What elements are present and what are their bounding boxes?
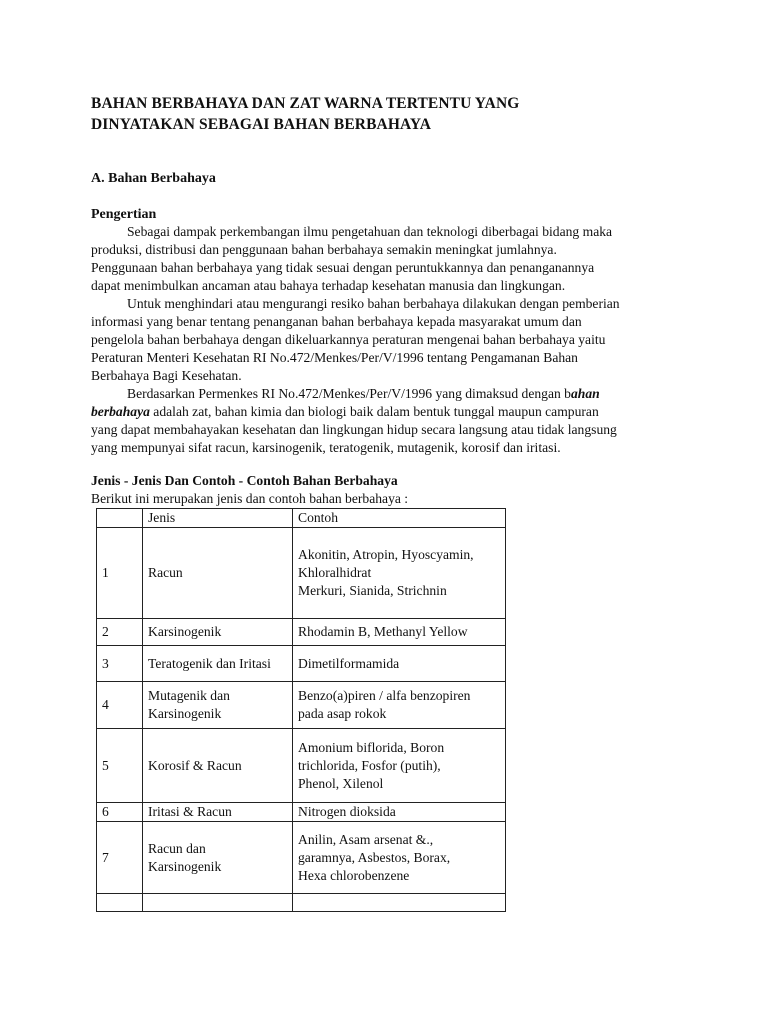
cell-jenis-line: Karsinogenik — [148, 624, 222, 639]
cell-contoh-line: Amonium biflorida, Boron — [298, 739, 445, 755]
cell-jenis — [143, 682, 293, 729]
table-header-row — [97, 509, 506, 528]
cell-no: 5 — [97, 729, 143, 803]
header-no — [97, 509, 143, 528]
cell-contoh-line: Anilin, Asam arsenat &., — [298, 831, 434, 847]
cell-no: 4 — [97, 682, 143, 729]
cell-no: 7 — [97, 822, 143, 894]
cell-contoh-line: Nitrogen dioksida — [298, 804, 396, 819]
cell-jenis-line: Karsinogenik — [148, 706, 222, 721]
p2-line: informasi yang benar tentang penanganan bahan berbahaya kepada masyarakat umum dan — [91, 314, 582, 329]
p3-line: yang dapat membahayakan kesehatan dan lingkungan hidup secara langsung atau tidak langsung — [91, 422, 617, 437]
table-row — [97, 822, 506, 894]
cell-jenis — [143, 729, 293, 803]
cell-jenis-line: Teratogenik dan Iritasi — [148, 655, 271, 671]
p3-line — [91, 385, 691, 403]
p3-line1-prefix: Berdasarkan Permenkes RI No.472/Menkes/Per/V/1996 yang dimaksud dengan b — [127, 386, 571, 401]
cell-contoh — [293, 682, 506, 729]
cell-contoh — [293, 729, 506, 803]
cell-jenis — [143, 619, 293, 646]
p3-line — [91, 403, 691, 421]
header-jenis: Jenis — [143, 509, 293, 528]
cell-jenis-line: Mutagenik dan — [148, 688, 230, 703]
cell-jenis-line: Racun dan — [148, 840, 206, 856]
cell-no — [97, 894, 143, 912]
jenis-heading: Jenis - Jenis Dan Contoh - Contoh Bahan Berbahaya — [91, 473, 398, 488]
table-row — [97, 803, 506, 822]
cell-contoh — [293, 894, 506, 912]
cell-jenis-line: Karsinogenik — [148, 858, 222, 874]
cell-contoh-line: Rhodamin B, Methanyl Yellow — [298, 624, 468, 639]
cell-no: 6 — [97, 803, 143, 822]
cell-contoh-line: Phenol, Xilenol — [298, 775, 384, 791]
cell-no: 1 — [97, 528, 143, 619]
hazard-table — [96, 508, 506, 912]
table-intro: Berikut ini merupakan jenis dan contoh bahan berbahaya : — [91, 491, 409, 506]
cell-jenis — [143, 803, 293, 822]
cell-contoh — [293, 822, 506, 894]
subheading-pengertian: Pengertian — [91, 207, 157, 222]
cell-contoh-line: trichlorida, Fosfor (putih), — [298, 757, 441, 773]
table-row — [97, 729, 506, 803]
cell-jenis-line: Racun — [148, 565, 183, 580]
cell-contoh — [293, 803, 506, 822]
p1-line: Sebagai dampak perkembangan ilmu pengetahuan dan teknologi diberbagai bidang maka — [127, 224, 613, 239]
document-title — [91, 93, 691, 135]
cell-contoh-line: Hexa chlorobenzene — [298, 867, 410, 883]
cell-contoh-line: garamnya, Asbestos, Borax, — [298, 849, 451, 865]
cell-jenis-line: Korosif & Racun — [148, 757, 242, 773]
title-line-2: DINYATAKAN SEBAGAI BAHAN BERBAHAYA — [91, 116, 432, 133]
cell-jenis-line: Iritasi & Racun — [148, 804, 232, 819]
section-heading: A. Bahan Berbahaya — [91, 171, 216, 186]
cell-jenis — [143, 822, 293, 894]
cell-contoh-line: Merkuri, Sianida, Strichnin — [298, 583, 447, 598]
cell-contoh-line: Benzo(a)piren / alfa benzopiren — [298, 688, 471, 703]
table-row — [97, 682, 506, 729]
cell-jenis — [143, 894, 293, 912]
p3-line: yang mempunyai sifat racun, karsinogenik, teratogenik, mutagenik, korosif dan iritasi. — [91, 440, 561, 455]
cell-contoh-line: pada asap rokok — [298, 706, 387, 721]
p3-line2-rest: adalah zat, bahan kimia dan biologi baik dalam bentuk tunggal maupun campuran — [149, 404, 599, 419]
cell-no: 2 — [97, 619, 143, 646]
table-row — [97, 619, 506, 646]
p1-line: produksi, distribusi dan penggunaan bahan berbahaya semakin meningkat jumlahnya. — [91, 242, 557, 257]
p2-line: Berbahaya Bagi Kesehatan. — [91, 368, 242, 383]
p2-line: Untuk menghindari atau mengurangi resiko bahan berbahaya dilakukan dengan pemberian — [127, 296, 620, 311]
p1-line: dapat menimbulkan ancaman atau bahaya terhadap kesehatan manusia dan lingkungan. — [91, 278, 566, 293]
p3-line2-bold: berbahaya — [91, 404, 150, 419]
cell-contoh-line: Akonitin, Atropin, Hyoscyamin, — [298, 547, 474, 562]
cell-contoh-line: Khloralhidrat — [298, 565, 372, 580]
cell-no: 3 — [97, 646, 143, 682]
p2-line: pengelola bahan berbahaya dengan dikeluarkannya peraturan mengenai bahan berbahaya yaitu — [91, 332, 606, 347]
title-line-1: BAHAN BERBAHAYA DAN ZAT WARNA TERTENTU YANG — [91, 95, 520, 112]
table-row — [97, 528, 506, 619]
body-paragraphs — [91, 223, 691, 457]
cell-contoh — [293, 646, 506, 682]
p2-line: Peraturan Menteri Kesehatan RI No.472/Menkes/Per/V/1996 tentang Pengamanan Bahan — [91, 350, 578, 365]
cell-contoh — [293, 619, 506, 646]
table-row — [97, 894, 506, 912]
p1-line: Penggunaan bahan berbahaya yang tidak sesuai dengan peruntukkannya dan penanganannya — [91, 260, 595, 275]
p3-line1-bold: ahan — [570, 386, 600, 401]
table-row — [97, 646, 506, 682]
cell-jenis — [143, 528, 293, 619]
cell-contoh — [293, 528, 506, 619]
cell-contoh-line: Dimetilformamida — [298, 655, 400, 671]
header-contoh: Contoh — [293, 509, 506, 528]
cell-jenis — [143, 646, 293, 682]
